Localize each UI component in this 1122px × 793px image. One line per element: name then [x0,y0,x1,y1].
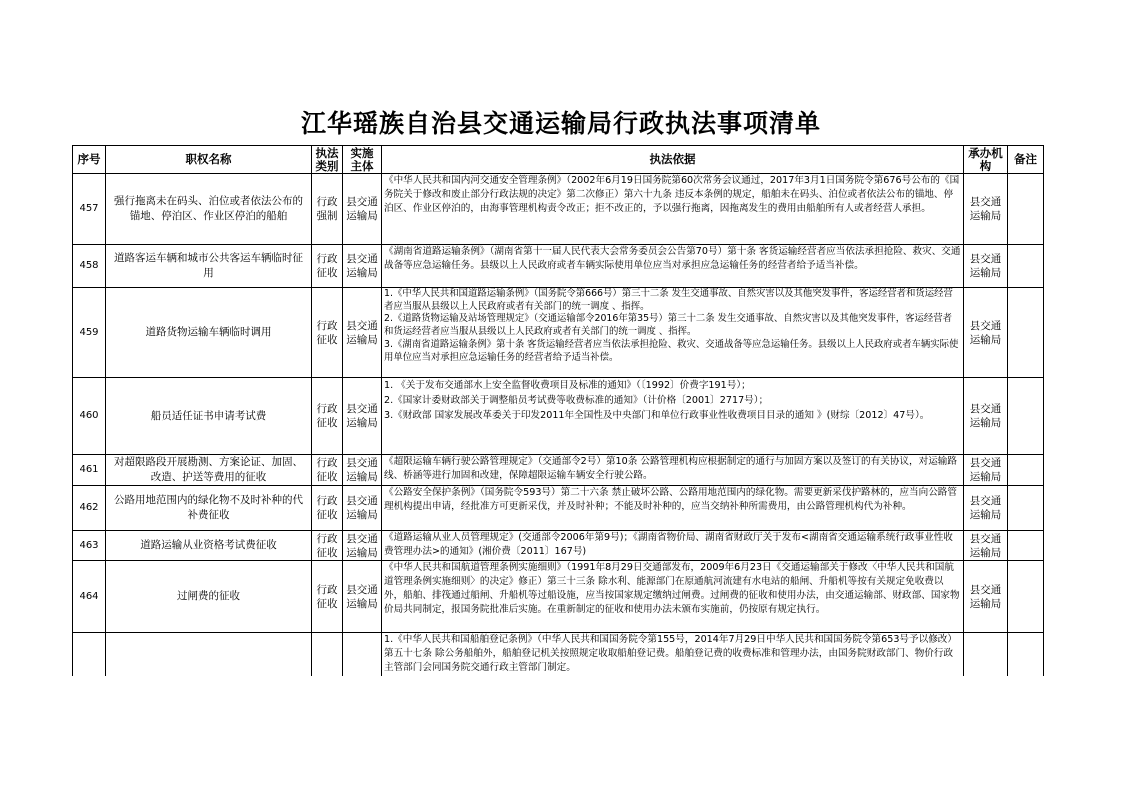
header-basis: 执法依据 [382,146,964,174]
row-type: 行政征收 [312,455,343,486]
row-org: 县交通运输局 [964,561,1008,633]
row-no: 460 [73,378,106,455]
row-org: 县交通运输局 [964,245,1008,288]
table-row [73,531,1044,561]
basis-paragraph: 《道路运输从业人员管理规定》(交通部令2006年第9号)；《湖南省物价局、湖南省财政厅关于发布<湖南省交通运输系统行政事业性收费管理办法>的通知》(湘价费〔2011〕167号) [384,532,953,557]
row-name: 道路客运车辆和城市公共客运车辆临时征用 [106,245,312,288]
row-name: 公路用地范围内的绿化物不及时补种的代补费征收 [106,486,312,531]
row-type [312,633,343,677]
row-name: 对超限路段开展勘测、方案论证、加固、改造、护送等费用的征收 [106,455,312,486]
page-title: 江华瑶族自治县交通运输局行政执法事项清单 [300,109,821,138]
row-type: 行政征收 [312,378,343,455]
row-name: 船员适任证书申请考试费 [106,378,312,455]
row-org: 县交通运输局 [964,288,1008,378]
row-subject: 县交通运输局 [343,288,382,378]
basis-paragraph: 3.《湖南省道路运输条例》第十条 客货运输经营者应当依法承担抢险、救灾、交通战备等应急运输任务。县级以上人民政府或者车辆实际使用单位应当对承担应急运输任务的经营者给予适当补偿。 [384,338,959,363]
row-name: 强行拖离未在码头、泊位或者依法公布的锚地、停泊区、作业区停泊的船舶 [106,174,312,245]
row-org: 县交通运输局 [964,531,1008,561]
row-no [73,633,106,677]
row-note [1008,288,1044,378]
table-row [73,455,1044,486]
row-type: 行政强制 [312,174,343,245]
row-note [1008,561,1044,633]
basis-paragraph: 1.《中华人民共和国道路运输条例》（国务院令第666号）第三十二条 发生交通事故、自然灾害以及其他突发事件，客运经营者和货运经营者应当服从县级以上人民政府或者有关部门的统一调度 、指挥。 [384,288,953,312]
enforcement-table-sheet [72,145,1045,676]
table-header-row [73,146,1044,174]
row-subject [343,633,382,677]
basis-paragraph: 《中华人民共和国内河交通安全管理条例》（2002年6月19日国务院第60次常务会议通过，2017年3月1日国务院令第676号公布的《国务院关于修改和废止部分行政法规的决定》第二次修正）第六十九条 违反本条例的规定，船舶未在码头、泊位或者依法公布的锚地、停泊区、作业区停泊的，由海事管理机构责令改正；拒不改正的，予以强行拖离，因拖离发生的费用由船舶所有人或者经营人承担。 [384,175,960,214]
basis-paragraph: 3.《财政部 国家发展改革委关于印发2011年全国性及中央部门和单位行政事业性收费项目目录的通知 》(财综〔2012〕47号）。 [384,410,930,421]
row-basis [382,245,964,288]
row-subject: 县交通运输局 [343,561,382,633]
row-note [1008,486,1044,531]
row-name [106,633,312,677]
row-subject: 县交通运输局 [343,455,382,486]
row-type: 行政征收 [312,561,343,633]
table-row [73,486,1044,531]
row-subject: 县交通运输局 [343,486,382,531]
row-basis [382,288,964,378]
basis-paragraph: 《湖南省道路运输条例》（湖南省第十一届人民代表大会常务委员会公告第70号）第十条 客货运输经营者应当依法承担抢险、救灾、交通战备等应急运输任务。县级以上人民政府或者车辆实际使用单位应当对承担应急运输任务的经营者给予适当补偿。 [384,246,961,271]
row-no: 458 [73,245,106,288]
row-type: 行政征收 [312,288,343,378]
row-subject: 县交通运输局 [343,174,382,245]
row-org [964,633,1008,677]
table-row [73,245,1044,288]
row-note [1008,455,1044,486]
header-no: 序号 [73,146,106,174]
enforcement-table [72,145,1044,676]
basis-paragraph: 1.《中华人民共和国船舶登记条例》（中华人民共和国国务院令第155号，2014年7月29日中华人民共和国国务院令第653号予以修改）第五十七条 除公务船舶外，船舶登记机关按照规定收取船舶登记费。船舶登记费的收费标准和管理办法，由国务院财政部门、物价行政主管部门会同国务院交通行政主管部门制定。 [384,634,957,673]
row-type: 行政征收 [312,486,343,531]
row-org: 县交通运输局 [964,174,1008,245]
row-type: 行政征收 [312,531,343,561]
row-basis [382,378,964,455]
row-no: 463 [73,531,106,561]
basis-paragraph: 2.《道路货物运输及站场管理规定》（交通运输部令2016年第35号）第三十二条 发生交通事故、自然灾害以及其他突发事件，客运经营者和货运经营者应当服从县级以上人民政府或者有关部门的统一调度 、指挥。 [384,313,953,338]
row-note [1008,245,1044,288]
row-name: 道路货物运输车辆临时调用 [106,288,312,378]
basis-paragraph: 《超限运输车辆行驶公路管理规定》（交通部令2号）第10条 公路管理机构应根据制定的通行与加固方案以及签订的有关协议，对运输路线、桥涵等进行加固和改建，保障超限运输车辆安全行驶公路。 [384,456,957,481]
header-note: 备注 [1008,146,1044,174]
row-no: 459 [73,288,106,378]
header-type: 执法类别 [312,146,343,174]
table-row [73,633,1044,677]
basis-paragraph: 《中华人民共和国航道管理条例实施细则》（1991年8月29日交通部发布，2009年6月23日《交通运输部关于修改〈中华人民共和国航道管理条例实施细则〉的决定》修正）第三十三条 除水利、能源部门在原通航河流建有水电站的船闸、升船机等按有关规定免收费以外，船舶、排筏通过船闸、升船机等过船设施，应当按国家规定缴纳过闸费。过闸费的征收和使用办法，由交通运输部、财政部、国家物价局共同制定，报国务院批准后实施。在重新制定的征收和使用办法未颁布实施前，仍按原有规定执行。 [384,562,960,615]
basis-paragraph: 《公路安全保护条例》（国务院令593号）第二十六条 禁止破坏公路、公路用地范围内的绿化物。需要更新采伐护路林的，应当向公路管理机构提出申请，经批准方可更新采伐，并及时补种；不能及时补种的，应当交纳补种所需费用，由公路管理机构代为补种。 [384,487,957,512]
table-row [73,288,1044,378]
row-basis [382,633,964,677]
row-no: 462 [73,486,106,531]
row-org: 县交通运输局 [964,486,1008,531]
row-type: 行政征收 [312,245,343,288]
row-note [1008,174,1044,245]
header-org: 承办机构 [964,146,1008,174]
row-basis [382,486,964,531]
basis-paragraph: 2.《国家计委财政部关于调整船员考试费等收费标准的通知》（计价格〔2001〕2717号）； [384,395,769,406]
table-row [73,378,1044,455]
row-basis [382,531,964,561]
row-subject: 县交通运输局 [343,245,382,288]
row-basis [382,561,964,633]
row-basis [382,455,964,486]
header-name: 职权名称 [106,146,312,174]
row-org: 县交通运输局 [964,455,1008,486]
basis-paragraph: 1. 《关于发布交通部水上安全监督收费项目及标准的通知》（〔1992〕价费字191号）； [384,380,751,391]
row-subject: 县交通运输局 [343,378,382,455]
row-org: 县交通运输局 [964,378,1008,455]
row-note [1008,378,1044,455]
row-name: 过闸费的征收 [106,561,312,633]
row-note [1008,531,1044,561]
row-name: 道路运输从业资格考试费征收 [106,531,312,561]
row-note [1008,633,1044,677]
row-no: 464 [73,561,106,633]
row-no: 461 [73,455,106,486]
header-subject: 实施主体 [343,146,382,174]
row-no: 457 [73,174,106,245]
table-row [73,174,1044,245]
row-subject: 县交通运输局 [343,531,382,561]
row-basis [382,174,964,245]
table-row [73,561,1044,633]
